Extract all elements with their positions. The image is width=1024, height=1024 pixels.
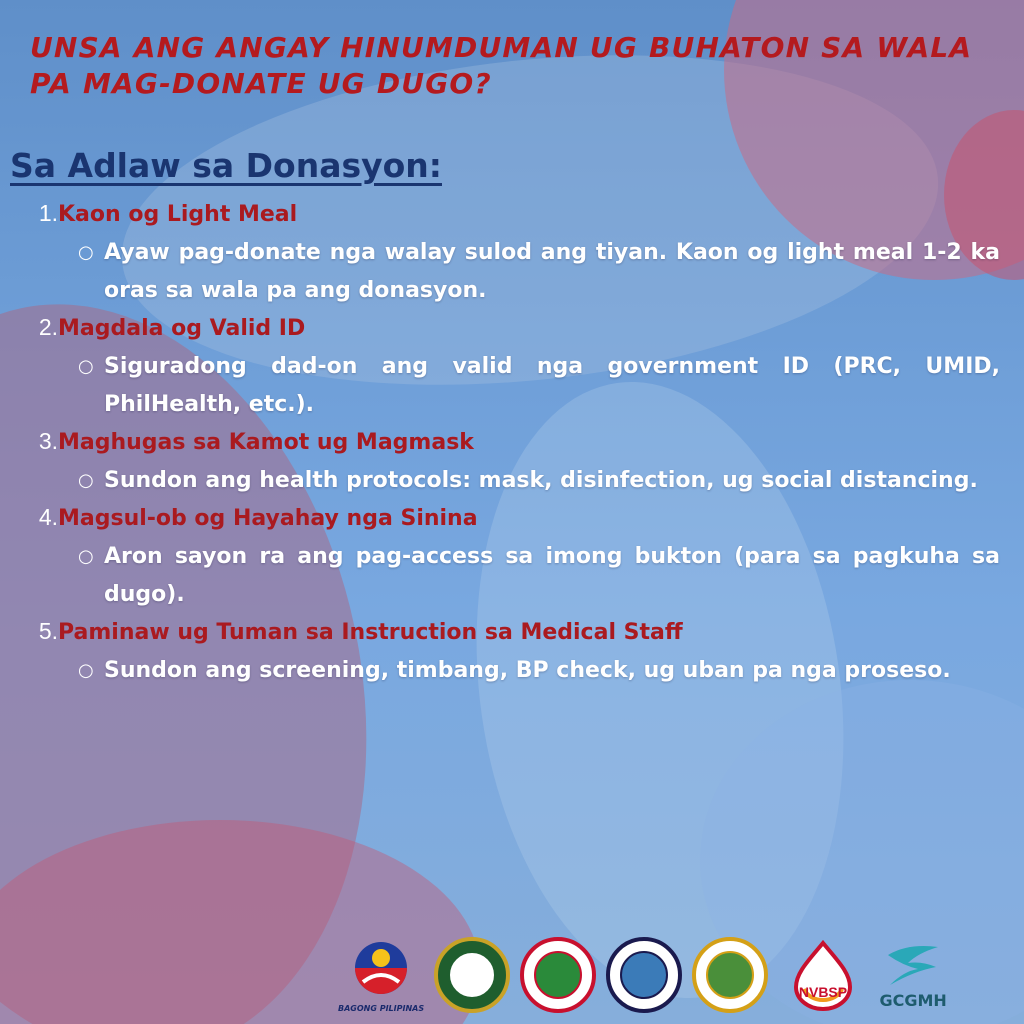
- item-detail: Sundon ang health protocols: mask, disinfection, ug social distancing.: [104, 468, 978, 493]
- item-number: 5.: [38, 618, 58, 644]
- list-item: [30, 428, 1000, 500]
- bagong-pilipinas-label: BAGONG PILIPINAS: [338, 1003, 425, 1013]
- nvbsp-logo: [778, 937, 868, 1013]
- headline: UNSA ANG ANGAY HINUMDUMAN UG BUHATON SA WALA PA MAG-DONATE UG DUGO?: [30, 31, 973, 100]
- list-item: [30, 504, 1000, 614]
- bullet-icon: ○: [78, 660, 94, 681]
- item-number: 1.: [38, 200, 58, 226]
- loon-seal-icon: [606, 937, 682, 1013]
- list-item: [30, 200, 1000, 310]
- list-item: [30, 618, 1000, 690]
- bullet-icon: ○: [78, 470, 94, 491]
- item-number: 2.: [38, 314, 58, 340]
- rhu-seal-icon: [692, 937, 768, 1013]
- gcgmh-label: GCGMH: [879, 990, 947, 1010]
- bagong-pilipinas-icon: [343, 938, 419, 1002]
- item-title: Magsul-ob og Hayahay nga Sinina: [58, 506, 478, 531]
- item-detail: Sundon ang screening, timbang, BP check, ug uban pa nga proseso.: [104, 658, 951, 683]
- bullet-icon: ○: [78, 242, 94, 263]
- bullet-icon: ○: [78, 356, 94, 377]
- section-title: Sa Adlaw sa Donasyon:: [10, 146, 442, 185]
- item-detail: Siguradong dad-on ang valid nga government ID (PRC, UMID, PhilHealth, etc.).: [104, 354, 1000, 417]
- gcgmh-logo: [878, 941, 948, 1010]
- provincial-health-office-logo: [520, 937, 596, 1013]
- item-title: Magdala og Valid ID: [58, 316, 306, 341]
- bagong-pilipinas-logo: [338, 938, 424, 1013]
- item-detail: Aron sayon ra ang pag-access sa imong bukton (para sa pagkuha sa dugo).: [104, 544, 1000, 607]
- partner-logos: [338, 932, 1018, 1018]
- item-number: 4.: [38, 504, 58, 530]
- list-item: [30, 314, 1000, 424]
- item-number: 3.: [38, 428, 58, 454]
- item-detail: Ayaw pag-donate nga walay sulod ang tiyan. Kaon og light meal 1-2 ka oras sa wala pa ang donasyon.: [104, 240, 1000, 303]
- tips-list: [30, 200, 1000, 694]
- pho-seal-icon: [520, 937, 596, 1013]
- item-title: Maghugas sa Kamot ug Magmask: [58, 430, 474, 455]
- rural-health-unit-logo: [692, 937, 768, 1013]
- item-title: Kaon og Light Meal: [58, 202, 298, 227]
- nvbsp-icon: [778, 937, 868, 1013]
- item-title: Paminaw ug Tuman sa Instruction sa Medical Staff: [58, 620, 683, 645]
- gcgmh-icon: [878, 941, 948, 989]
- svg-text:NVBSP: NVBSP: [798, 984, 848, 1000]
- municipality-of-loon-logo: [606, 937, 682, 1013]
- doh-logo: [434, 937, 510, 1013]
- doh-seal-icon: [434, 937, 510, 1013]
- bullet-icon: ○: [78, 546, 94, 567]
